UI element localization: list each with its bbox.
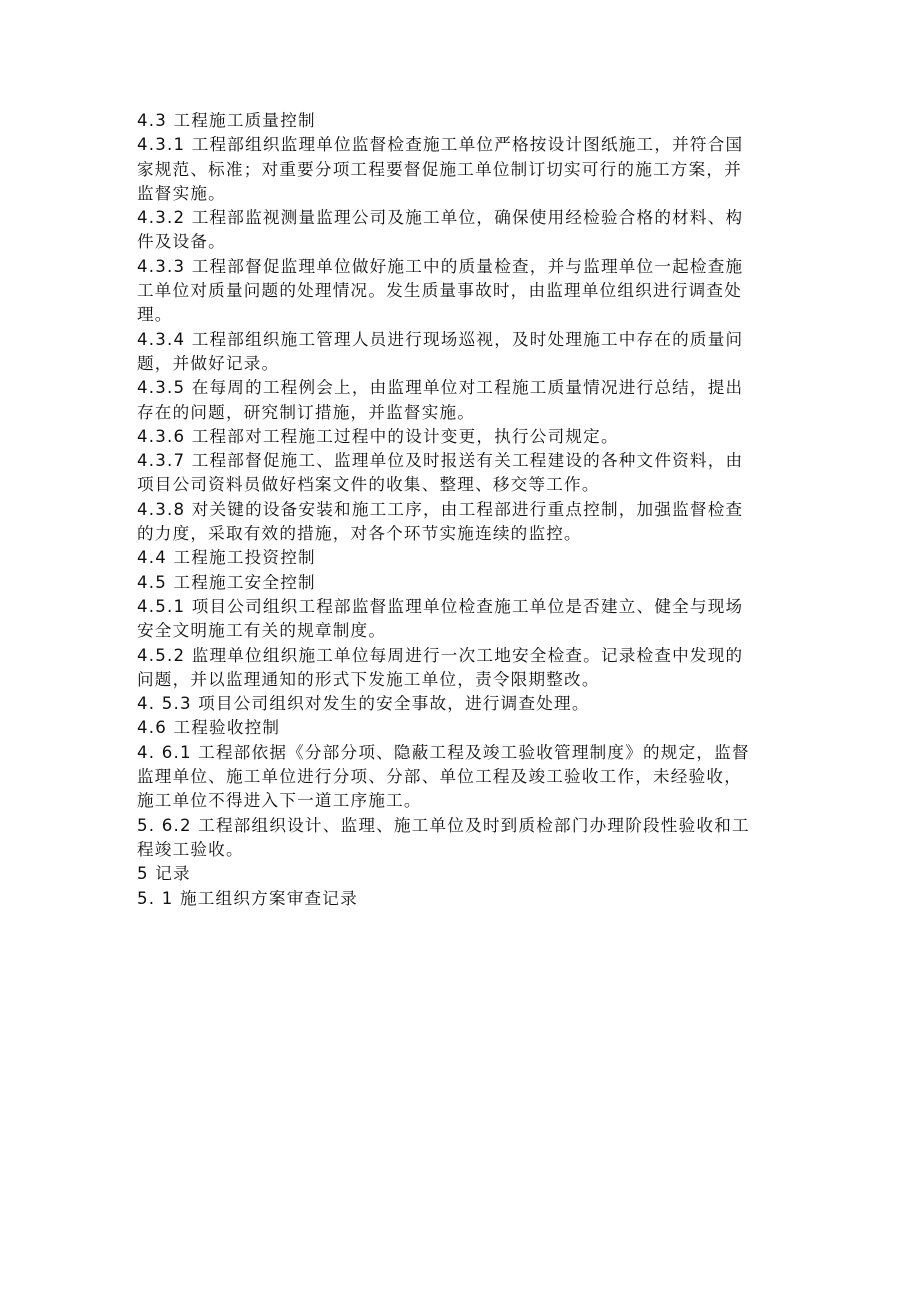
text-line: 5. 1 施工组织方案审查记录	[137, 888, 358, 908]
paragraph	[137, 449, 777, 498]
text-line: 理。	[137, 305, 173, 325]
paragraph	[137, 887, 777, 911]
text-line: 4.3.6 工程部对工程施工过程中的设计变更，执行公司规定。	[137, 426, 619, 446]
text-line: 问题，并以监理通知的形式下发施工单位，责令限期整改。	[137, 669, 600, 689]
paragraph	[137, 644, 777, 693]
paragraph	[137, 595, 777, 644]
paragraph	[137, 571, 777, 595]
paragraph	[137, 425, 777, 449]
text-line: 4.3.2 工程部监视测量监理公司及施工单位，确保使用经检验合格的材料、构	[137, 208, 744, 228]
text-line: 4.4 工程施工投资控制	[137, 548, 316, 568]
text-line: 4.5.2 监理单位组织施工单位每周进行一次工地安全检查。记录检查中发现的	[137, 645, 744, 665]
text-line: 5. 6.2 工程部组织设计、监理、施工单位及时到质检部门办理阶段性验收和工	[137, 815, 750, 835]
text-line: 4. 5.3 项目公司组织对发生的安全事故，进行调查处理。	[137, 694, 590, 714]
paragraph	[137, 328, 777, 377]
text-line: 4.3.8 对关键的设备安装和施工工序，由工程部进行重点控制，加强监督检查	[137, 499, 744, 519]
text-line: 件及设备。	[137, 232, 226, 252]
document-page	[137, 109, 777, 911]
text-line: 4.3.5 在每周的工程例会上，由监理单位对工程施工质量情况进行总结，提出	[137, 378, 744, 398]
text-line: 施工单位不得进入下一道工序施工。	[137, 791, 422, 811]
paragraph	[137, 862, 777, 886]
paragraph	[137, 814, 777, 863]
text-line: 4.3.7 工程部督促施工、监理单位及时报送有关工程建设的各种文件资料，由	[137, 451, 744, 471]
paragraph	[137, 109, 777, 133]
text-line: 题，并做好记录。	[137, 353, 280, 373]
text-line: 的力度，采取有效的措施，对各个环节实施连续的监控。	[137, 524, 582, 544]
text-line: 4.3.4 工程部组织施工管理人员进行现场巡视，及时处理施工中存在的质量问	[137, 329, 744, 349]
paragraph	[137, 206, 777, 255]
paragraph	[137, 376, 777, 425]
text-line: 4.5 工程施工安全控制	[137, 572, 316, 592]
text-line: 4.3.1 工程部组织监理单位监督检查施工单位严格按设计图纸施工，并符合国	[137, 135, 744, 155]
paragraph	[137, 133, 777, 206]
text-line: 4.5.1 项目公司组织工程部监督监理单位检查施工单位是否建立、健全与现场	[137, 596, 744, 616]
text-line: 存在的问题，研究制订措施，并监督实施。	[137, 402, 476, 422]
paragraph	[137, 692, 777, 716]
text-line: 4.3 工程施工质量控制	[137, 111, 316, 130]
text-line: 4.6 工程验收控制	[137, 718, 281, 738]
text-line: 工单位对质量问题的处理情况。发生质量事故时，由监理单位组织进行调查处	[137, 281, 742, 301]
text-line: 4.3.3 工程部督促监理单位做好施工中的质量检查，并与监理单位一起检查施	[137, 256, 744, 276]
paragraph	[137, 498, 777, 547]
paragraph	[137, 255, 777, 328]
text-line: 程竣工验收。	[137, 839, 244, 859]
text-line: 家规范、标准；对重要分项工程要督促施工单位制订切实可行的施工方案，并	[137, 159, 742, 179]
text-line: 安全文明施工有关的规章制度。	[137, 621, 387, 641]
paragraph	[137, 716, 777, 740]
text-line: 5 记录	[137, 864, 191, 884]
text-line: 项目公司资料员做好档案文件的收集、整理、移交等工作。	[137, 475, 600, 495]
text-line: 监督实施。	[137, 183, 226, 203]
paragraph	[137, 741, 777, 814]
text-line: 4. 6.1 工程部依据《分部分项、隐蔽工程及竣工验收管理制度》的规定，监督	[137, 742, 750, 762]
paragraph	[137, 546, 777, 570]
text-line: 监理单位、施工单位进行分项、分部、单位工程及竣工验收工作，未经验收，	[137, 767, 742, 787]
